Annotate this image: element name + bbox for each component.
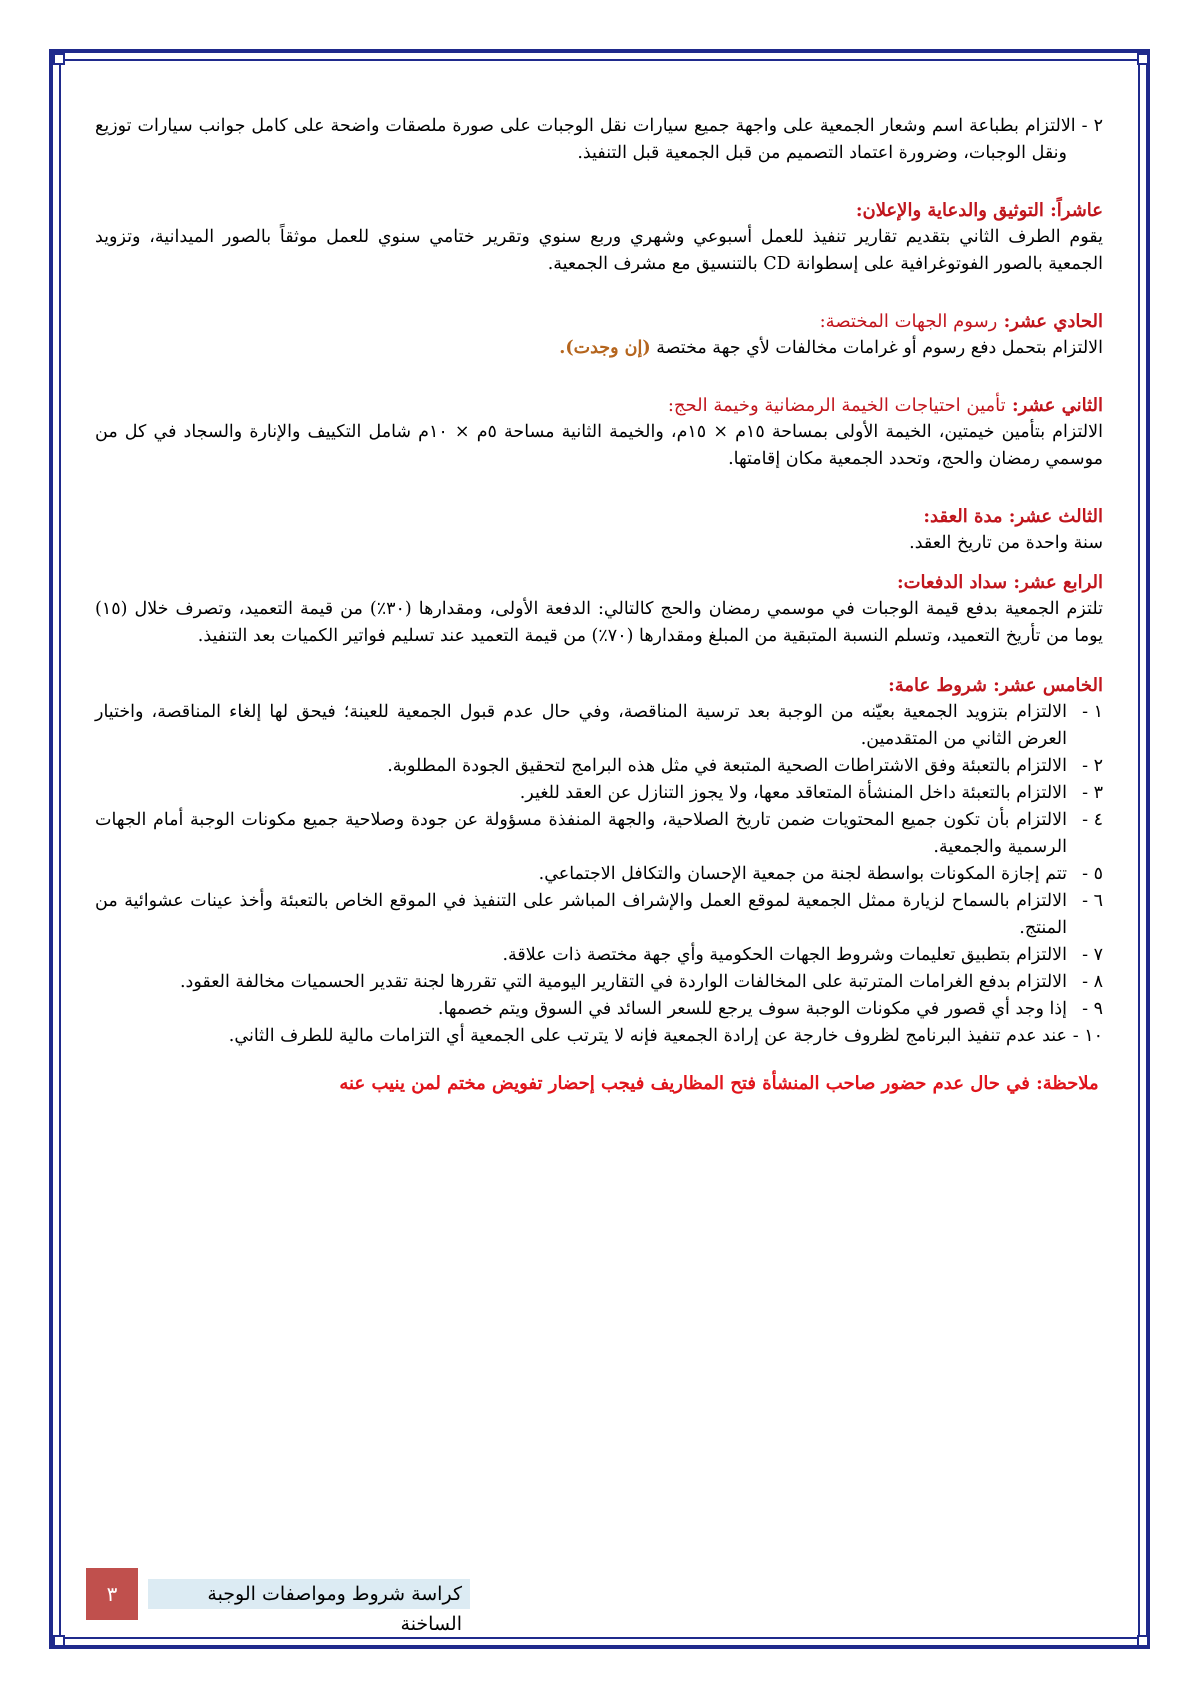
section-13-heading: الثالث عشر: مدة العقد: bbox=[923, 506, 1103, 527]
list-item-number: ٤ - bbox=[1082, 810, 1103, 830]
list-item-text: الالتزام بتزويد الجمعية بعيّنه من الوجبة بعد ترسية المناقصة، وفي حال عدم قبول الجمعية للعينة؛ فيحق لها إلغاء المناقصة، واختيار العرض الثاني من المتقدمين. bbox=[95, 702, 1067, 749]
list-item bbox=[95, 780, 1103, 807]
list-item-text: الالتزام بدفع الغرامات المترتبة على المخالفات الواردة في التقارير اليومية التي تقررها لجنة تقدير الحسميات مخالفة العقود. bbox=[179, 972, 1067, 992]
list-item-text: إذا وجد أي قصور في مكونات الوجبة سوف يرجع للسعر السائد في السوق ويتم خصمها. bbox=[437, 999, 1067, 1019]
list-item bbox=[95, 807, 1103, 861]
list-item-text: الالتزام بأن تكون جميع المحتويات ضمن تاريخ الصلاحية، والجهة المنفذة مسؤولة عن جودة وصلاحية جميع مكونات الوجبة أمام الجهات الرسمية والجمعية. bbox=[95, 810, 1067, 857]
corner-ornament bbox=[50, 1632, 66, 1648]
list-item-number: ٨ - bbox=[1082, 972, 1103, 992]
corner-ornament bbox=[1134, 50, 1150, 66]
list-item bbox=[95, 888, 1103, 942]
list-item bbox=[95, 861, 1103, 888]
list-item bbox=[95, 1023, 1103, 1050]
section-11-title: الحادي عشر: bbox=[1003, 311, 1103, 332]
section-13-body: سنة واحدة من تاريخ العقد. bbox=[909, 533, 1103, 553]
list-item-number: ٧ - bbox=[1082, 945, 1103, 965]
list-item-number: ٢ - bbox=[1082, 756, 1103, 776]
list-item-number: ٥ - bbox=[1082, 864, 1103, 884]
list-item bbox=[95, 942, 1103, 969]
section-11-body bbox=[95, 335, 1103, 362]
general-terms-list bbox=[95, 699, 1103, 1050]
list-item-number: ٦ - bbox=[1082, 891, 1103, 911]
list-item-number: ٣ - bbox=[1082, 783, 1103, 803]
list-item bbox=[95, 753, 1103, 780]
corner-ornament bbox=[1134, 1632, 1150, 1648]
list-item-text: عند عدم تنفيذ البرنامج لظروف خارجة عن إرادة الجمعية فإنه لا يترتب على الجمعية أي التزامات مالية للطرف الثاني. bbox=[228, 1026, 1067, 1046]
section-11-heading bbox=[95, 308, 1103, 335]
list-item-text: الالتزام بالسماح لزيارة ممثل الجمعية لموقع العمل والإشراف المباشر على التنفيذ في الموقع الخاص بالتعبئة وأخذ عينات عشوائية من المنتج. bbox=[95, 891, 1067, 938]
section-12-body: الالتزام بتأمين خيمتين، الخيمة الأولى بمساحة ١٥م × ١٥م، والخيمة الثانية مساحة ٥م × ١٠م شامل التكييف والإنارة والسجاد في كل من موسمي رمضان والحج، وتحدد الجمعية مكان إقامتها. bbox=[95, 422, 1103, 469]
section-14-body: تلتزم الجمعية بدفع قيمة الوجبات في موسمي رمضان والحج كالتالي: الدفعة الأولى، ومقدارها (٣٠٪) من قيمة التعميد، وتصرف خلال (١٥) يوما من تأريخ التعميد، وتسلم النسبة المتبقية من المبلغ ومقدارها (٧٠٪) من قيمة التعميد عند تسليم فواتير الكميات بعد التنفيذ. bbox=[95, 599, 1103, 646]
list-item-number: ١ - bbox=[1082, 702, 1103, 722]
section-15-heading: الخامس عشر: شروط عامة: bbox=[888, 675, 1103, 696]
list-item bbox=[95, 969, 1103, 996]
item-2-paragraph: ٢ - الالتزام بطباعة اسم وشعار الجمعية على واجهة جميع سيارات نقل الوجبات على صورة ملصقات واضحة على كامل جوانب سيارات توزيع ونقل الوجبات، وضرورة اعتماد التصميم من قبل الجمعية قبل التنفيذ. bbox=[95, 116, 1103, 163]
list-item-text: الالتزام بتطبيق تعليمات وشروط الجهات الحكومية وأي جهة مختصة ذات علاقة. bbox=[502, 945, 1067, 965]
list-item bbox=[95, 996, 1103, 1023]
section-12-title: الثاني عشر: bbox=[1011, 395, 1103, 416]
document-body bbox=[95, 113, 1103, 1115]
list-item-text: الالتزام بالتعبئة داخل المنشأة المتعاقد معها، ولا يجوز التنازل عن العقد للغير. bbox=[519, 783, 1067, 803]
section-11-subtitle: رسوم الجهات المختصة: bbox=[819, 311, 998, 332]
section-12-heading bbox=[95, 392, 1103, 419]
list-item-text: الالتزام بالتعبئة وفق الاشتراطات الصحية المتبعة في مثل هذه البرامج لتحقيق الجودة المطلوبة. bbox=[387, 756, 1067, 776]
list-item bbox=[95, 699, 1103, 753]
list-item-number: ٩ - bbox=[1082, 999, 1103, 1019]
important-note: ملاحظة: في حال عدم حضور صاحب المنشأة فتح المظاريف فيجب إحضار تفويض مختم لمن ينيب عنه bbox=[339, 1073, 1099, 1094]
section-12-subtitle: تأمين احتياجات الخيمة الرمضانية وخيمة الحج: bbox=[667, 395, 1006, 416]
footer-document-title: كراسة شروط ومواصفات الوجبة الساخنة bbox=[148, 1579, 470, 1609]
page-number-badge: ٣ bbox=[86, 1568, 138, 1620]
section-10-body: يقوم الطرف الثاني بتقديم تقارير تنفيذ للعمل أسبوعي وشهري وربع سنوي وتقرير ختامي سنوي للعمل موثقاً بالصور الميدانية، وتزويد الجمعية بالصور الفوتوغرافية على إسطوانة CD بالتنسيق مع مشرف الجمعية. bbox=[95, 227, 1103, 274]
corner-ornament bbox=[50, 50, 66, 66]
section-10-heading: عاشراً: التوثيق والدعاية والإعلان: bbox=[855, 200, 1103, 221]
section-11-text: الالتزام بتحمل دفع رسوم أو غرامات مخالفات لأي جهة مختصة bbox=[656, 338, 1103, 358]
section-14-heading: الرابع عشر: سداد الدفعات: bbox=[896, 572, 1103, 593]
list-item-text: تتم إجازة المكونات بواسطة لجنة من جمعية الإحسان والتكافل الاجتماعي. bbox=[538, 864, 1067, 884]
section-11-emphasis: (إن وجدت). bbox=[559, 338, 651, 358]
list-item-number: ١٠ - bbox=[1072, 1026, 1103, 1046]
